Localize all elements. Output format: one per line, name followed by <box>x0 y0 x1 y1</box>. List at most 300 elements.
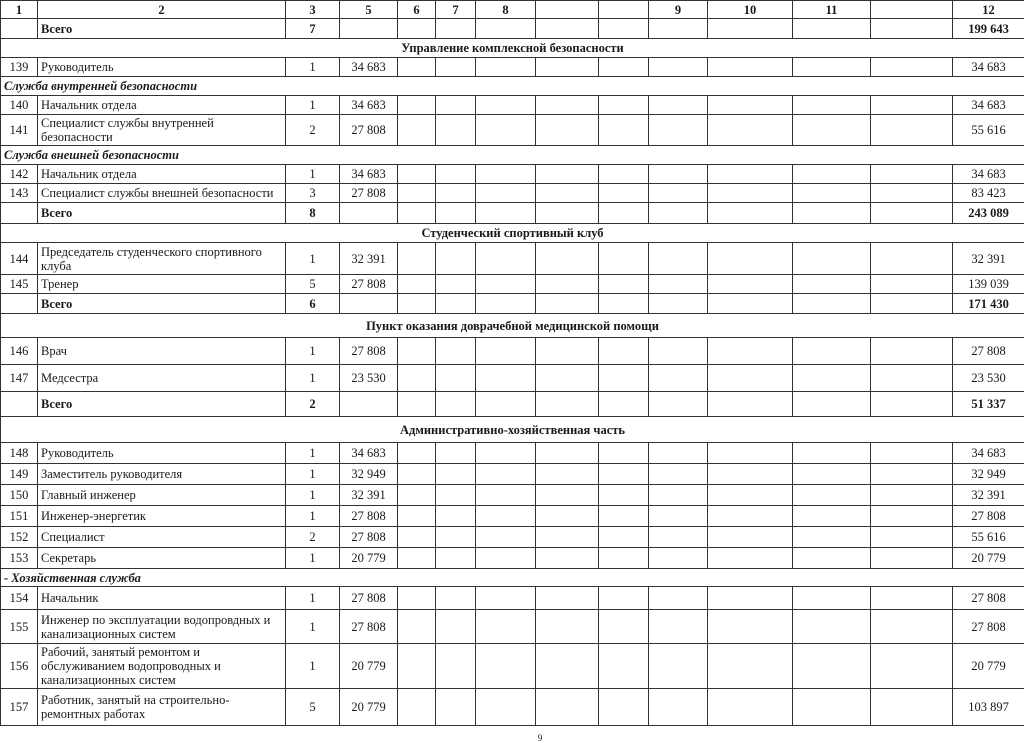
empty-cell <box>649 587 708 610</box>
empty-cell <box>398 548 436 569</box>
total-cell: 34 683 <box>953 443 1024 464</box>
empty-cell <box>398 96 436 115</box>
column-header-cell: 7 <box>436 1 476 19</box>
row-number-cell: 142 <box>1 165 38 184</box>
empty-cell <box>649 506 708 527</box>
empty-cell <box>649 96 708 115</box>
row-number-cell: 154 <box>1 587 38 610</box>
section-title-cell: Студенческий спортивный клуб <box>1 224 1024 243</box>
empty-cell <box>649 203 708 224</box>
position-row <box>1 184 1024 203</box>
position-row <box>1 58 1024 77</box>
subsection-row <box>1 569 1024 587</box>
staff-count-cell: 1 <box>286 587 340 610</box>
empty-cell <box>398 610 436 644</box>
staff-count-cell: 2 <box>286 527 340 548</box>
staff-count-cell: 1 <box>286 506 340 527</box>
position-row <box>1 689 1024 726</box>
staff-count-cell: 7 <box>286 19 340 39</box>
empty-cell <box>871 587 953 610</box>
position-row <box>1 96 1024 115</box>
empty-cell <box>871 275 953 294</box>
total-cell: 27 808 <box>953 506 1024 527</box>
empty-cell <box>476 275 536 294</box>
subsection-title-cell: Служба внутренней безопасности <box>1 77 1024 96</box>
empty-cell <box>398 443 436 464</box>
salary-cell: 23 530 <box>340 365 398 392</box>
empty-cell <box>793 587 871 610</box>
salary-cell: 34 683 <box>340 443 398 464</box>
empty-cell <box>436 165 476 184</box>
empty-cell <box>708 689 793 726</box>
row-number-cell: 144 <box>1 243 38 275</box>
empty-cell <box>708 275 793 294</box>
empty-cell <box>599 527 649 548</box>
empty-cell <box>536 275 599 294</box>
column-header-cell <box>536 1 599 19</box>
row-number-cell: 139 <box>1 58 38 77</box>
empty-cell <box>398 184 436 203</box>
row-number-cell <box>1 294 38 314</box>
empty-cell <box>398 527 436 548</box>
empty-cell <box>398 587 436 610</box>
row-number-cell: 152 <box>1 527 38 548</box>
table-header <box>1 1 1024 19</box>
column-header-cell: 9 <box>649 1 708 19</box>
empty-cell <box>871 527 953 548</box>
position-row <box>1 587 1024 610</box>
empty-cell <box>476 485 536 506</box>
empty-cell <box>536 464 599 485</box>
empty-cell <box>708 96 793 115</box>
column-header-cell: 12 <box>953 1 1024 19</box>
total-cell: 199 643 <box>953 19 1024 39</box>
empty-cell <box>476 527 536 548</box>
empty-cell <box>871 184 953 203</box>
section-title-cell: Пункт оказания доврачебной медицинской помощи <box>1 314 1024 338</box>
column-header-cell: 1 <box>1 1 38 19</box>
section-row <box>1 224 1024 243</box>
empty-cell <box>536 165 599 184</box>
empty-cell <box>871 365 953 392</box>
empty-cell <box>871 689 953 726</box>
position-row <box>1 548 1024 569</box>
staff-count-cell: 2 <box>286 115 340 146</box>
staff-count-cell: 8 <box>286 203 340 224</box>
empty-cell <box>436 243 476 275</box>
empty-cell <box>436 294 476 314</box>
total-cell: 55 616 <box>953 527 1024 548</box>
empty-cell <box>436 610 476 644</box>
staff-count-cell: 1 <box>286 610 340 644</box>
empty-cell <box>871 485 953 506</box>
empty-cell <box>599 294 649 314</box>
empty-cell <box>536 58 599 77</box>
row-number-cell: 140 <box>1 96 38 115</box>
empty-cell <box>536 115 599 146</box>
empty-cell <box>436 58 476 77</box>
empty-cell <box>649 294 708 314</box>
empty-cell <box>708 644 793 689</box>
empty-cell <box>708 58 793 77</box>
empty-cell <box>436 338 476 365</box>
staff-count-cell: 2 <box>286 392 340 417</box>
empty-cell <box>649 464 708 485</box>
empty-cell <box>476 506 536 527</box>
empty-cell <box>599 464 649 485</box>
row-number-cell: 157 <box>1 689 38 726</box>
empty-cell <box>708 527 793 548</box>
position-title-cell: Тренер <box>38 275 286 294</box>
empty-cell <box>649 115 708 146</box>
staff-count-cell: 5 <box>286 275 340 294</box>
total-cell: 32 391 <box>953 243 1024 275</box>
empty-cell <box>871 392 953 417</box>
empty-cell <box>476 464 536 485</box>
empty-cell <box>708 338 793 365</box>
empty-cell <box>649 338 708 365</box>
row-number-cell: 141 <box>1 115 38 146</box>
empty-cell <box>793 464 871 485</box>
total-cell: 139 039 <box>953 275 1024 294</box>
empty-cell <box>793 443 871 464</box>
position-title-cell: Специалист <box>38 527 286 548</box>
position-title-cell: Руководитель <box>38 443 286 464</box>
empty-cell <box>398 506 436 527</box>
empty-cell <box>599 610 649 644</box>
empty-cell <box>793 527 871 548</box>
staff-count-cell: 1 <box>286 485 340 506</box>
row-number-cell: 149 <box>1 464 38 485</box>
empty-cell <box>599 689 649 726</box>
empty-cell <box>871 506 953 527</box>
empty-cell <box>536 184 599 203</box>
empty-cell <box>340 294 398 314</box>
empty-cell <box>871 165 953 184</box>
position-title-cell: Рабочий, занятый ремонтом и обслуживанием водопроводных и канализационных систем <box>38 644 286 689</box>
empty-cell <box>436 203 476 224</box>
empty-cell <box>649 689 708 726</box>
staff-count-cell: 1 <box>286 365 340 392</box>
staff-count-cell: 1 <box>286 443 340 464</box>
empty-cell <box>476 338 536 365</box>
position-title-cell: Секретарь <box>38 548 286 569</box>
salary-cell: 34 683 <box>340 58 398 77</box>
position-row <box>1 506 1024 527</box>
salary-cell: 34 683 <box>340 96 398 115</box>
empty-cell <box>476 96 536 115</box>
empty-cell <box>476 19 536 39</box>
empty-cell <box>599 485 649 506</box>
empty-cell <box>476 294 536 314</box>
empty-cell <box>708 587 793 610</box>
empty-cell <box>708 115 793 146</box>
position-title-cell: Инженер-энергетик <box>38 506 286 527</box>
empty-cell <box>649 243 708 275</box>
empty-cell <box>649 548 708 569</box>
empty-cell <box>599 644 649 689</box>
staff-count-cell: 5 <box>286 689 340 726</box>
empty-cell <box>871 203 953 224</box>
salary-cell: 20 779 <box>340 548 398 569</box>
section-title-cell: Управление комплексной безопасности <box>1 39 1024 58</box>
position-row <box>1 485 1024 506</box>
empty-cell <box>871 294 953 314</box>
empty-cell <box>536 243 599 275</box>
staff-count-cell: 1 <box>286 96 340 115</box>
section-row <box>1 417 1024 443</box>
total-cell: 20 779 <box>953 548 1024 569</box>
empty-cell <box>793 294 871 314</box>
empty-cell <box>649 644 708 689</box>
summary-label-cell: Всего <box>38 392 286 417</box>
empty-cell <box>793 243 871 275</box>
empty-cell <box>871 58 953 77</box>
total-cell: 171 430 <box>953 294 1024 314</box>
staff-count-cell: 1 <box>286 338 340 365</box>
empty-cell <box>649 184 708 203</box>
empty-cell <box>599 392 649 417</box>
empty-cell <box>599 275 649 294</box>
empty-cell <box>793 689 871 726</box>
empty-cell <box>536 548 599 569</box>
row-number-cell: 145 <box>1 275 38 294</box>
empty-cell <box>649 527 708 548</box>
empty-cell <box>793 275 871 294</box>
empty-cell <box>436 184 476 203</box>
empty-cell <box>436 19 476 39</box>
empty-cell <box>398 365 436 392</box>
position-row <box>1 365 1024 392</box>
summary-row <box>1 203 1024 224</box>
empty-cell <box>599 506 649 527</box>
total-cell: 32 391 <box>953 485 1024 506</box>
column-header-cell <box>871 1 953 19</box>
salary-cell: 27 808 <box>340 506 398 527</box>
column-header-cell <box>599 1 649 19</box>
empty-cell <box>536 338 599 365</box>
empty-cell <box>398 464 436 485</box>
salary-cell: 27 808 <box>340 275 398 294</box>
empty-cell <box>599 338 649 365</box>
row-number-cell <box>1 203 38 224</box>
column-header-cell: 10 <box>708 1 793 19</box>
subsection-title-cell: Служба внешней безопасности <box>1 146 1024 165</box>
empty-cell <box>649 275 708 294</box>
empty-cell <box>708 294 793 314</box>
row-number-cell: 156 <box>1 644 38 689</box>
salary-cell: 32 391 <box>340 485 398 506</box>
row-number-cell <box>1 19 38 39</box>
empty-cell <box>436 96 476 115</box>
empty-cell <box>649 443 708 464</box>
empty-cell <box>536 689 599 726</box>
staff-count-cell: 1 <box>286 58 340 77</box>
empty-cell <box>536 527 599 548</box>
subsection-row <box>1 146 1024 165</box>
empty-cell <box>536 19 599 39</box>
empty-cell <box>708 19 793 39</box>
total-cell: 27 808 <box>953 587 1024 610</box>
total-cell: 27 808 <box>953 610 1024 644</box>
empty-cell <box>436 443 476 464</box>
empty-cell <box>436 506 476 527</box>
empty-cell <box>476 689 536 726</box>
row-number-cell: 148 <box>1 443 38 464</box>
staff-count-cell: 6 <box>286 294 340 314</box>
empty-cell <box>793 506 871 527</box>
empty-cell <box>536 294 599 314</box>
staff-count-cell: 1 <box>286 464 340 485</box>
empty-cell <box>398 243 436 275</box>
row-number-cell: 151 <box>1 506 38 527</box>
empty-cell <box>476 165 536 184</box>
total-cell: 27 808 <box>953 338 1024 365</box>
row-number-cell: 150 <box>1 485 38 506</box>
column-header-cell: 3 <box>286 1 340 19</box>
position-title-cell: Работник, занятый на строительно-ремонтных работах <box>38 689 286 726</box>
position-title-cell: Специалист службы внутренней безопасности <box>38 115 286 146</box>
position-title-cell: Заместитель руководителя <box>38 464 286 485</box>
empty-cell <box>599 443 649 464</box>
empty-cell <box>398 392 436 417</box>
total-cell: 103 897 <box>953 689 1024 726</box>
position-title-cell: Врач <box>38 338 286 365</box>
empty-cell <box>436 115 476 146</box>
empty-cell <box>599 115 649 146</box>
position-title-cell: Начальник отдела <box>38 96 286 115</box>
empty-cell <box>871 19 953 39</box>
position-title-cell: Инженер по эксплуатации водопровдных и канализационных систем <box>38 610 286 644</box>
column-header-row <box>1 1 1024 19</box>
empty-cell <box>436 644 476 689</box>
empty-cell <box>599 19 649 39</box>
total-cell: 32 949 <box>953 464 1024 485</box>
empty-cell <box>436 392 476 417</box>
empty-cell <box>649 58 708 77</box>
empty-cell <box>536 610 599 644</box>
empty-cell <box>476 365 536 392</box>
empty-cell <box>436 689 476 726</box>
empty-cell <box>793 19 871 39</box>
empty-cell <box>398 294 436 314</box>
position-title-cell: Специалист службы внешней безопасности <box>38 184 286 203</box>
empty-cell <box>599 96 649 115</box>
empty-cell <box>871 548 953 569</box>
empty-cell <box>793 485 871 506</box>
summary-label-cell: Всего <box>38 294 286 314</box>
empty-cell <box>793 58 871 77</box>
total-cell: 34 683 <box>953 165 1024 184</box>
empty-cell <box>476 58 536 77</box>
empty-cell <box>599 203 649 224</box>
salary-cell: 20 779 <box>340 689 398 726</box>
position-title-cell: Медсестра <box>38 365 286 392</box>
total-cell: 55 616 <box>953 115 1024 146</box>
empty-cell <box>476 184 536 203</box>
position-row <box>1 115 1024 146</box>
empty-cell <box>436 275 476 294</box>
position-row <box>1 275 1024 294</box>
empty-cell <box>536 644 599 689</box>
empty-cell <box>476 115 536 146</box>
empty-cell <box>340 203 398 224</box>
empty-cell <box>536 443 599 464</box>
empty-cell <box>599 587 649 610</box>
empty-cell <box>536 96 599 115</box>
empty-cell <box>708 203 793 224</box>
position-title-cell: Главный инженер <box>38 485 286 506</box>
position-row <box>1 338 1024 365</box>
empty-cell <box>793 165 871 184</box>
empty-cell <box>476 203 536 224</box>
empty-cell <box>871 464 953 485</box>
empty-cell <box>599 365 649 392</box>
empty-cell <box>536 365 599 392</box>
position-row <box>1 610 1024 644</box>
staff-count-cell: 1 <box>286 243 340 275</box>
position-row <box>1 644 1024 689</box>
salary-cell: 27 808 <box>340 184 398 203</box>
empty-cell <box>708 392 793 417</box>
total-cell: 34 683 <box>953 96 1024 115</box>
empty-cell <box>476 243 536 275</box>
empty-cell <box>536 587 599 610</box>
empty-cell <box>871 443 953 464</box>
position-row <box>1 165 1024 184</box>
salary-cell: 32 949 <box>340 464 398 485</box>
empty-cell <box>599 165 649 184</box>
total-cell: 23 530 <box>953 365 1024 392</box>
position-title-cell: Руководитель <box>38 58 286 77</box>
section-title-cell: Административно-хозяйственная часть <box>1 417 1024 443</box>
empty-cell <box>649 610 708 644</box>
empty-cell <box>536 506 599 527</box>
empty-cell <box>649 165 708 184</box>
empty-cell <box>793 338 871 365</box>
position-row <box>1 464 1024 485</box>
summary-row <box>1 19 1024 39</box>
position-title-cell: Начальник <box>38 587 286 610</box>
position-row <box>1 527 1024 548</box>
empty-cell <box>871 644 953 689</box>
empty-cell <box>476 587 536 610</box>
empty-cell <box>793 392 871 417</box>
section-row <box>1 314 1024 338</box>
column-header-cell: 11 <box>793 1 871 19</box>
salary-cell: 27 808 <box>340 338 398 365</box>
table-body <box>1 19 1024 726</box>
staff-count-cell: 1 <box>286 644 340 689</box>
empty-cell <box>649 392 708 417</box>
empty-cell <box>599 184 649 203</box>
row-number-cell: 143 <box>1 184 38 203</box>
summary-row <box>1 294 1024 314</box>
subsection-title-cell: - Хозяйственная служба <box>1 569 1024 587</box>
empty-cell <box>476 443 536 464</box>
empty-cell <box>536 392 599 417</box>
empty-cell <box>536 485 599 506</box>
empty-cell <box>398 644 436 689</box>
empty-cell <box>871 610 953 644</box>
salary-cell: 34 683 <box>340 165 398 184</box>
summary-label-cell: Всего <box>38 19 286 39</box>
staff-count-cell: 1 <box>286 165 340 184</box>
empty-cell <box>793 644 871 689</box>
salary-cell: 32 391 <box>340 243 398 275</box>
row-number-cell: 147 <box>1 365 38 392</box>
empty-cell <box>793 115 871 146</box>
